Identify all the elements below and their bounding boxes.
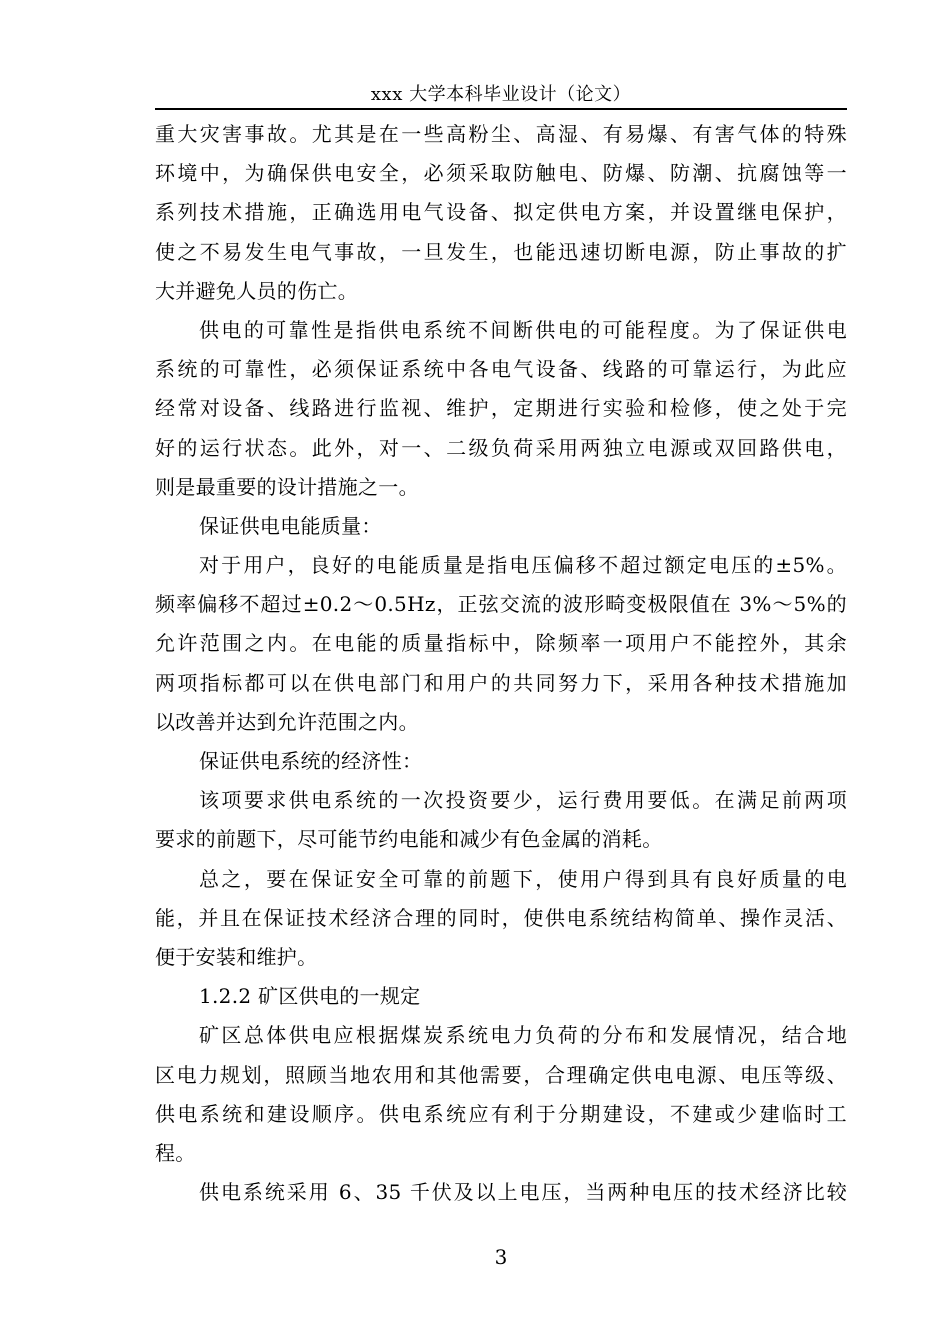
text-line: 好的运行状态。此外，对一、二级负荷采用两独立电源或双回路供电， — [155, 435, 847, 460]
text-line: 允许范围之内。在电能的质量指标中，除频率一项用户不能控外，其余 — [155, 631, 847, 656]
text-line: 区电力规划，照顾当地农用和其他需要，合理确定供电电源、电压等级、 — [155, 1062, 847, 1087]
text-line: 系列技术措施，正确选用电气设备、拟定供电方案，并设置继电保护， — [155, 200, 847, 225]
text-line: 矿区总体供电应根据煤炭系统电力负荷的分布和发展情况，结合地 — [199, 1023, 847, 1048]
text-line: 程。 — [155, 1140, 196, 1165]
page-number: 3 — [494, 1245, 508, 1269]
text-line: 频率偏移不超过±0.2～0.5Hz，正弦交流的波形畸变极限值在 3%～5%的 — [155, 592, 847, 617]
section-heading: 1.2.2 矿区供电的一规定 — [199, 984, 421, 1009]
text-line: 两项指标都可以在供电部门和用户的共同努力下，采用各种技术措施加 — [155, 670, 847, 695]
text-line: 供电的可靠性是指供电系统不间断供电的可能程度。为了保证供电 — [199, 317, 847, 342]
header-rule — [155, 108, 847, 110]
text-line: 要求的前题下，尽可能节约电能和减少有色金属的消耗。 — [155, 827, 663, 852]
text-line: 供电系统采用 6、35 千伏及以上电压，当两种电压的技术经济比较 — [199, 1180, 847, 1205]
text-line: 经常对设备、线路进行监视、维护，定期进行实验和检修，使之处于完 — [155, 396, 847, 421]
page-header: xxx 大学本科毕业设计（论文） — [370, 84, 632, 105]
text-line: 保证供电系统的经济性： — [199, 749, 423, 773]
text-line: 使之不易发生电气事故，一旦发生，也能迅速切断电源，防止事故的扩 — [155, 239, 847, 264]
document-body — [155, 115, 847, 1212]
text-line: 便于安装和维护。 — [155, 944, 318, 969]
text-line: 以改善并达到允许范围之内。 — [155, 709, 419, 734]
text-line: 保证供电电能质量： — [199, 513, 382, 538]
text-line: 供电系统和建设顺序。供电系统应有利于分期建设，不建或少建临时工 — [155, 1101, 847, 1126]
text-line: 则是最重要的设计措施之一。 — [155, 474, 419, 499]
text-line: 总之，要在保证安全可靠的前题下，使用户得到具有良好质量的电 — [199, 866, 847, 891]
text-line: 大并避免人员的伤亡。 — [155, 278, 358, 303]
text-line: 能，并且在保证技术经济合理的同时，使供电系统结构简单、操作灵活、 — [155, 905, 847, 930]
text-line: 系统的可靠性，必须保证系统中各电气设备、线路的可靠运行，为此应 — [155, 357, 847, 382]
text-line: 重大灾害事故。尤其是在一些高粉尘、高湿、有易爆、有害气体的特殊 — [155, 122, 847, 146]
text-line: 对于用户，良好的电能质量是指电压偏移不超过额定电压的±5%。 — [199, 553, 847, 578]
text-line: 该项要求供电系统的一次投资要少，运行费用要低。在满足前两项 — [199, 788, 847, 813]
text-line: 环境中，为确保供电安全，必须采取防触电、防爆、防潮、抗腐蚀等一 — [155, 161, 847, 186]
